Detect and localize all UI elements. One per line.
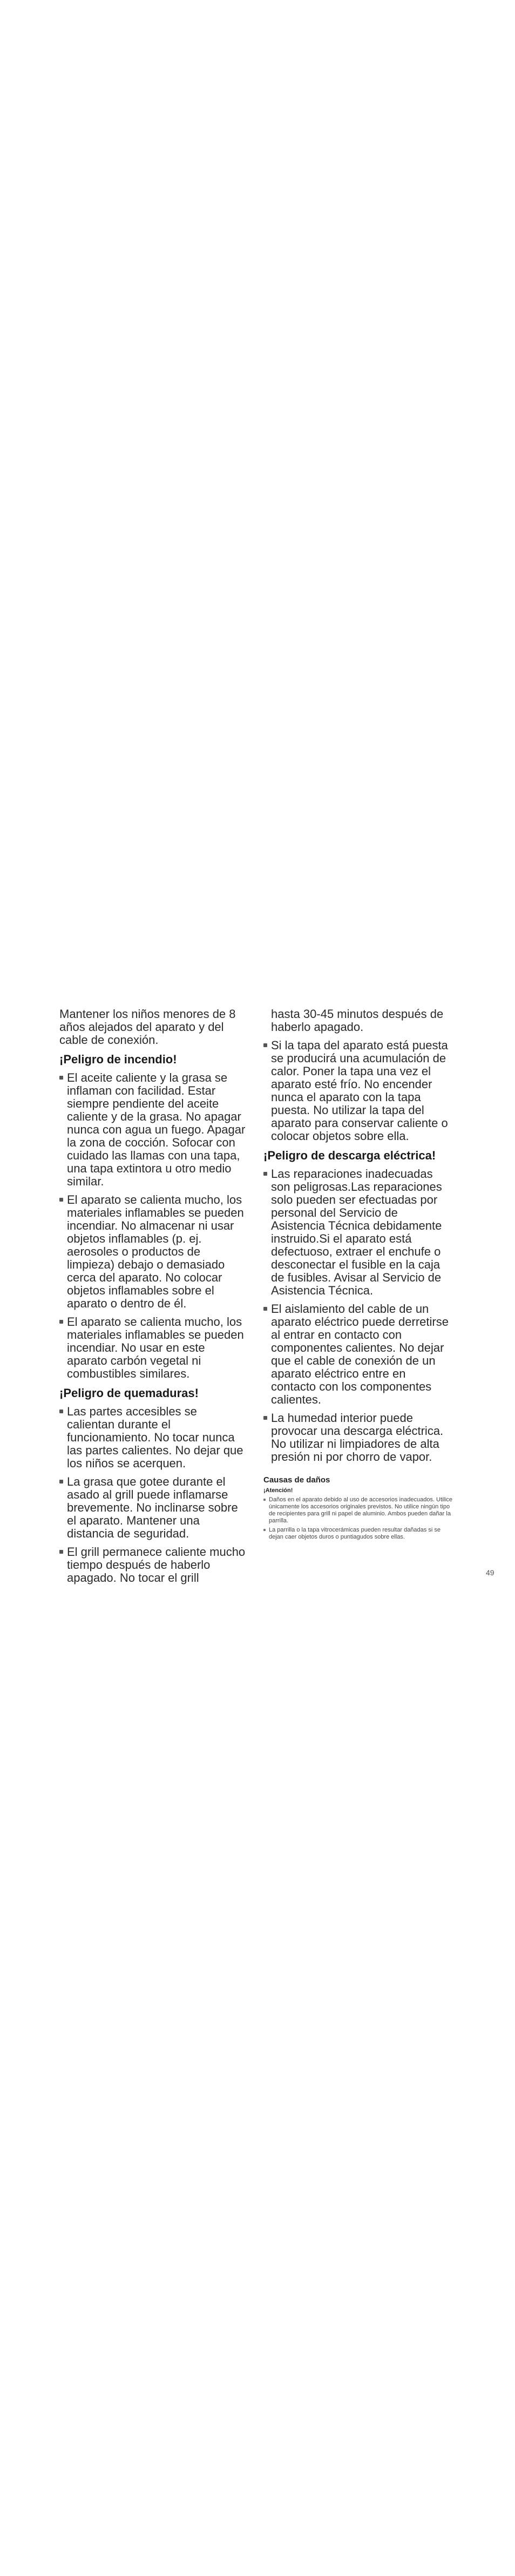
bullet-icon — [263, 1172, 267, 1176]
damage-causes-section — [263, 1475, 452, 1541]
bullet-icon — [59, 1550, 63, 1554]
list-item — [59, 1193, 246, 1310]
page-number: 49 — [486, 1568, 494, 1577]
continuation-paragraph: hasta 30-45 minutos después de haberlo apagado. — [271, 1007, 444, 1034]
intro-paragraph: Mantener los niños menores de 8 años alejados del aparato y del cable de conexión. — [59, 1007, 236, 1047]
list-item — [59, 1316, 246, 1380]
list-item — [59, 1071, 246, 1188]
fire-warning-list — [59, 1071, 246, 1380]
list-item-text: El aislamiento del cable de un aparato eléctrico puede derretirse al entrar en contacto con componentes calientes. No dejar que el cable de conexión de un aparato eléctrico entre en contacto con los componentes calientes. — [271, 1302, 449, 1406]
bullet-icon — [263, 1416, 267, 1420]
list-item-text: El grill permanece caliente mucho tiempo después de haberlo apagado. No tocar el grill — [67, 1545, 246, 1584]
list-item-text: La parrilla o la tapa vitrocerámicas pueden resultar dañadas si se dejan caer objetos duros o puntiagudos sobre ellas. — [269, 1527, 441, 1540]
burns-warning-title: ¡Peligro de quemaduras! — [59, 1386, 199, 1400]
list-item — [263, 1039, 452, 1143]
bullet-icon — [263, 1499, 266, 1501]
bullet-icon — [59, 1198, 63, 1202]
list-item — [59, 1405, 246, 1470]
list-item — [59, 1475, 246, 1540]
bullet-icon — [59, 1410, 63, 1413]
list-item-text: El aparato se calienta mucho, los materiales inflamables se pueden incendiar. No usar en este aparato carbón vegetal ni combustibles similares. — [67, 1315, 244, 1380]
list-item — [263, 1412, 452, 1464]
electric-warning-list — [263, 1168, 452, 1464]
list-item-text: Si la tapa del aparato está puesta se producirá una acumulación de calor. Poner la tapa una vez el aparato esté frío. No encender nunca el aparato con la tapa puesta. No utilizar la tapa del aparato para conservar caliente o colocar objetos sobre ella. — [271, 1039, 448, 1143]
right-column — [263, 1008, 452, 1543]
damage-causes-title: Causas de daños — [263, 1475, 330, 1485]
left-column — [59, 1008, 246, 1590]
bullet-icon — [59, 1320, 63, 1324]
list-item-text: Las reparaciones inadecuadas son peligrosas.Las reparaciones solo pueden ser efectuadas por personal del Servicio de Asistencia Técnica debidamente instruido.Si el aparato está defectuoso, extraer el enchufe o desconectar el fusible en la caja de fusibles. Avisar al Servicio de Asistencia Técnica. — [271, 1167, 442, 1297]
bullet-icon — [263, 1307, 267, 1311]
list-item-text: La humedad interior puede provocar una descarga eléctrica. No utilizar ni limpiadores de alta presión ni por chorro de vapor. — [271, 1411, 444, 1464]
bullet-icon — [59, 1480, 63, 1483]
list-item-text: El aceite caliente y la grasa se inflaman con facilidad. Estar siempre pendiente del aceite caliente y de la grasa. No apagar nunca con agua un fuego. Apagar la zona de cocción. Sofocar con cuidado las llamas con una tapa, una tapa extintora u otro medio similar. — [67, 1071, 246, 1188]
list-item — [263, 1527, 452, 1541]
damage-causes-list — [263, 1496, 452, 1541]
lid-warning-list — [263, 1039, 452, 1143]
list-item-text: Las partes accesibles se calientan durante el funcionamiento. No tocar nunca las partes calientes. No dejar que los niños se acerquen. — [67, 1405, 243, 1470]
caution-label: ¡Atención! — [263, 1487, 293, 1494]
fire-warning-title: ¡Peligro de incendio! — [59, 1053, 177, 1066]
list-item-text: El aparato se calienta mucho, los materiales inflamables se pueden incendiar. No almacenar ni usar objetos inflamables (p. ej. aerosoles o productos de limpieza) debajo o demasiado cerca del aparato. No colocar objetos inflamables sobre el aparato o dentro de él. — [67, 1193, 244, 1310]
list-item — [263, 1496, 452, 1525]
list-item — [59, 1546, 246, 1584]
list-item-text: Daños en el aparato debido al uso de accesorios inadecuados. Utilice únicamente los accesorios originales previstos. No utilice ningún tipo de recipientes para grill ni papel de aluminio. Ambos pueden dañar la parrilla. — [269, 1496, 452, 1524]
bullet-icon — [263, 1529, 266, 1531]
electric-warning-title: ¡Peligro de descarga eléctrica! — [263, 1149, 436, 1162]
bullet-icon — [263, 1043, 267, 1047]
bullet-icon — [59, 1076, 63, 1080]
list-item — [263, 1303, 452, 1406]
list-item — [263, 1168, 452, 1297]
burns-warning-list — [59, 1405, 246, 1584]
list-item-text: La grasa que gotee durante el asado al grill puede inflamarse brevemente. No inclinarse sobre el aparato. Mantener una distancia de seguridad. — [67, 1475, 238, 1540]
